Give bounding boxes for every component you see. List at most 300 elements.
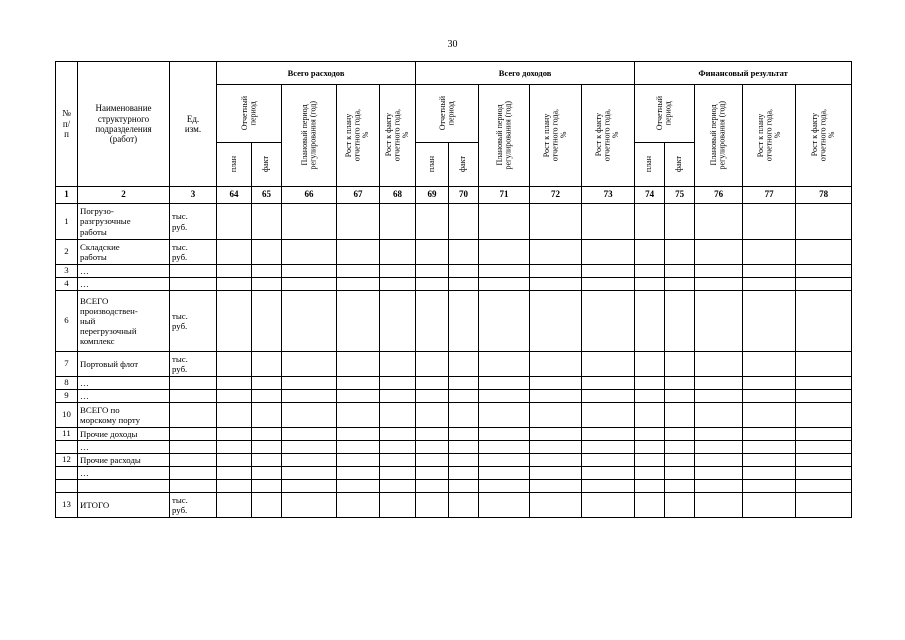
value-cell bbox=[743, 390, 796, 403]
value-cell bbox=[695, 403, 743, 428]
subheader-growth-plan: Рост к плану отчетного года, % bbox=[337, 85, 380, 187]
value-cell bbox=[530, 204, 582, 240]
row-number: 3 bbox=[56, 265, 78, 278]
row-number: 4 bbox=[56, 278, 78, 291]
value-cell bbox=[337, 204, 380, 240]
value-cell bbox=[530, 467, 582, 480]
value-cell bbox=[695, 377, 743, 390]
value-cell bbox=[217, 454, 252, 467]
value-cell bbox=[695, 428, 743, 441]
row-label bbox=[78, 480, 170, 493]
value-cell bbox=[282, 240, 337, 265]
subheader-reporting-period: Отчетный период bbox=[217, 85, 282, 143]
value-cell bbox=[530, 390, 582, 403]
value-cell bbox=[796, 493, 852, 518]
value-cell bbox=[665, 352, 695, 377]
value-cell bbox=[665, 291, 695, 352]
table-row bbox=[56, 377, 852, 390]
subheader-plan: план bbox=[217, 143, 252, 187]
value-cell bbox=[337, 377, 380, 390]
value-cell bbox=[665, 265, 695, 278]
value-cell bbox=[449, 467, 479, 480]
subheader-planned-period: Плановый период регулирования (год) bbox=[695, 85, 743, 187]
value-cell bbox=[282, 480, 337, 493]
value-cell bbox=[449, 428, 479, 441]
value-cell bbox=[380, 278, 416, 291]
value-cell bbox=[796, 352, 852, 377]
table-row bbox=[56, 493, 852, 518]
table-row bbox=[56, 403, 852, 428]
value-cell bbox=[337, 403, 380, 428]
row-number bbox=[56, 441, 78, 454]
row-unit: тыс. руб. bbox=[170, 291, 217, 352]
value-cell bbox=[635, 265, 665, 278]
header-row-groups bbox=[56, 62, 852, 85]
column-number-cell: 66 bbox=[282, 187, 337, 204]
group-header-income: Всего доходов bbox=[416, 62, 635, 85]
row-label: Складские работы bbox=[78, 240, 170, 265]
value-cell bbox=[416, 454, 449, 467]
value-cell bbox=[665, 493, 695, 518]
value-cell bbox=[635, 467, 665, 480]
value-cell bbox=[479, 204, 530, 240]
value-cell bbox=[282, 441, 337, 454]
value-cell bbox=[416, 428, 449, 441]
value-cell bbox=[743, 480, 796, 493]
value-cell bbox=[252, 265, 282, 278]
value-cell bbox=[665, 390, 695, 403]
subheader-growth-plan: Рост к плану отчетного года, % bbox=[743, 85, 796, 187]
column-number-row bbox=[56, 187, 852, 204]
value-cell bbox=[416, 377, 449, 390]
value-cell bbox=[743, 352, 796, 377]
value-cell bbox=[635, 291, 665, 352]
value-cell bbox=[796, 377, 852, 390]
value-cell bbox=[449, 291, 479, 352]
value-cell bbox=[530, 377, 582, 390]
value-cell bbox=[582, 204, 635, 240]
row-number bbox=[56, 467, 78, 480]
column-number-cell: 76 bbox=[695, 187, 743, 204]
col-header-unit: Ед. изм. bbox=[170, 62, 217, 187]
value-cell bbox=[449, 265, 479, 278]
value-cell bbox=[635, 204, 665, 240]
value-cell bbox=[449, 390, 479, 403]
value-cell bbox=[217, 377, 252, 390]
value-cell bbox=[282, 493, 337, 518]
value-cell bbox=[282, 467, 337, 480]
value-cell bbox=[530, 454, 582, 467]
value-cell bbox=[282, 352, 337, 377]
value-cell bbox=[695, 467, 743, 480]
value-cell bbox=[695, 265, 743, 278]
value-cell bbox=[479, 390, 530, 403]
value-cell bbox=[743, 493, 796, 518]
value-cell bbox=[582, 352, 635, 377]
column-number-cell: 69 bbox=[416, 187, 449, 204]
value-cell bbox=[582, 441, 635, 454]
value-cell bbox=[796, 204, 852, 240]
table-row bbox=[56, 291, 852, 352]
value-cell bbox=[479, 352, 530, 377]
value-cell bbox=[582, 291, 635, 352]
value-cell bbox=[695, 480, 743, 493]
value-cell bbox=[743, 377, 796, 390]
value-cell bbox=[635, 428, 665, 441]
value-cell bbox=[635, 493, 665, 518]
value-cell bbox=[530, 441, 582, 454]
column-number-cell: 71 bbox=[479, 187, 530, 204]
value-cell bbox=[252, 204, 282, 240]
value-cell bbox=[416, 441, 449, 454]
value-cell bbox=[665, 480, 695, 493]
value-cell bbox=[252, 278, 282, 291]
value-cell bbox=[380, 240, 416, 265]
column-number-cell: 70 bbox=[449, 187, 479, 204]
value-cell bbox=[582, 377, 635, 390]
subheader-growth-fact: Рост к факту отчетного года, % bbox=[582, 85, 635, 187]
value-cell bbox=[582, 467, 635, 480]
value-cell bbox=[582, 493, 635, 518]
value-cell bbox=[217, 265, 252, 278]
value-cell bbox=[380, 204, 416, 240]
value-cell bbox=[695, 454, 743, 467]
column-number-cell: 75 bbox=[665, 187, 695, 204]
row-label: … bbox=[78, 377, 170, 390]
value-cell bbox=[380, 480, 416, 493]
row-unit bbox=[170, 278, 217, 291]
row-unit bbox=[170, 454, 217, 467]
subheader-planned-period: Плановый период регулирования (год) bbox=[282, 85, 337, 187]
column-number-cell: 2 bbox=[78, 187, 170, 204]
col-header-name: Наименование структурного подразделения (работ) bbox=[78, 62, 170, 187]
value-cell bbox=[252, 390, 282, 403]
row-unit: тыс. руб. bbox=[170, 493, 217, 518]
row-label: … bbox=[78, 467, 170, 480]
value-cell bbox=[530, 493, 582, 518]
row-unit bbox=[170, 467, 217, 480]
value-cell bbox=[337, 278, 380, 291]
value-cell bbox=[635, 454, 665, 467]
value-cell bbox=[530, 352, 582, 377]
value-cell bbox=[743, 265, 796, 278]
value-cell bbox=[449, 204, 479, 240]
value-cell bbox=[416, 480, 449, 493]
subheader-fact: факт bbox=[252, 143, 282, 187]
value-cell bbox=[217, 352, 252, 377]
value-cell bbox=[449, 403, 479, 428]
row-number: 8 bbox=[56, 377, 78, 390]
value-cell bbox=[449, 493, 479, 518]
value-cell bbox=[217, 390, 252, 403]
row-number: 2 bbox=[56, 240, 78, 265]
value-cell bbox=[380, 291, 416, 352]
value-cell bbox=[252, 291, 282, 352]
row-label: ВСЕГО по морскому порту bbox=[78, 403, 170, 428]
value-cell bbox=[337, 480, 380, 493]
table-row bbox=[56, 480, 852, 493]
value-cell bbox=[337, 291, 380, 352]
value-cell bbox=[380, 265, 416, 278]
value-cell bbox=[796, 240, 852, 265]
value-cell bbox=[449, 352, 479, 377]
value-cell bbox=[695, 278, 743, 291]
col-header-number: № п/ п bbox=[56, 62, 78, 187]
value-cell bbox=[530, 480, 582, 493]
value-cell bbox=[743, 441, 796, 454]
value-cell bbox=[337, 265, 380, 278]
value-cell bbox=[635, 441, 665, 454]
column-number-cell: 73 bbox=[582, 187, 635, 204]
value-cell bbox=[479, 441, 530, 454]
value-cell bbox=[796, 291, 852, 352]
table-row bbox=[56, 467, 852, 480]
value-cell bbox=[695, 352, 743, 377]
row-number: 11 bbox=[56, 428, 78, 441]
value-cell bbox=[217, 291, 252, 352]
value-cell bbox=[743, 467, 796, 480]
value-cell bbox=[695, 204, 743, 240]
row-unit bbox=[170, 441, 217, 454]
value-cell bbox=[217, 480, 252, 493]
value-cell bbox=[282, 265, 337, 278]
value-cell bbox=[796, 390, 852, 403]
value-cell bbox=[252, 480, 282, 493]
value-cell bbox=[380, 403, 416, 428]
value-cell bbox=[582, 265, 635, 278]
value-cell bbox=[416, 352, 449, 377]
subheader-growth-fact: Рост к факту отчетного года, % bbox=[380, 85, 416, 187]
value-cell bbox=[217, 403, 252, 428]
value-cell bbox=[282, 403, 337, 428]
value-cell bbox=[665, 403, 695, 428]
value-cell bbox=[252, 428, 282, 441]
table-row bbox=[56, 265, 852, 278]
row-unit bbox=[170, 265, 217, 278]
value-cell bbox=[530, 403, 582, 428]
row-unit: тыс. руб. bbox=[170, 204, 217, 240]
value-cell bbox=[635, 240, 665, 265]
row-number: 9 bbox=[56, 390, 78, 403]
value-cell bbox=[665, 240, 695, 265]
subheader-planned-period: Плановый период регулирования (год) bbox=[479, 85, 530, 187]
value-cell bbox=[449, 377, 479, 390]
value-cell bbox=[337, 467, 380, 480]
value-cell bbox=[743, 428, 796, 441]
table-row bbox=[56, 441, 852, 454]
subheader-fact: факт bbox=[665, 143, 695, 187]
table-row bbox=[56, 428, 852, 441]
row-label: Прочие расходы bbox=[78, 454, 170, 467]
value-cell bbox=[217, 240, 252, 265]
value-cell bbox=[695, 441, 743, 454]
value-cell bbox=[282, 390, 337, 403]
value-cell bbox=[479, 428, 530, 441]
table-row bbox=[56, 390, 852, 403]
row-label: … bbox=[78, 441, 170, 454]
value-cell bbox=[695, 240, 743, 265]
value-cell bbox=[665, 278, 695, 291]
row-unit: тыс. руб. bbox=[170, 240, 217, 265]
column-number-cell: 78 bbox=[796, 187, 852, 204]
value-cell bbox=[416, 204, 449, 240]
row-label: Портовый флот bbox=[78, 352, 170, 377]
column-number-cell: 72 bbox=[530, 187, 582, 204]
page-number: 30 bbox=[447, 39, 458, 50]
column-number-cell: 65 bbox=[252, 187, 282, 204]
value-cell bbox=[796, 441, 852, 454]
value-cell bbox=[479, 291, 530, 352]
row-number: 6 bbox=[56, 291, 78, 352]
value-cell bbox=[796, 403, 852, 428]
value-cell bbox=[380, 441, 416, 454]
value-cell bbox=[282, 454, 337, 467]
value-cell bbox=[530, 291, 582, 352]
column-number-cell: 67 bbox=[337, 187, 380, 204]
group-header-expenses: Всего расходов bbox=[217, 62, 416, 85]
value-cell bbox=[416, 493, 449, 518]
value-cell bbox=[416, 278, 449, 291]
value-cell bbox=[252, 454, 282, 467]
column-number-cell: 3 bbox=[170, 187, 217, 204]
subheader-plan: план bbox=[635, 143, 665, 187]
value-cell bbox=[282, 377, 337, 390]
value-cell bbox=[665, 467, 695, 480]
subheader-fact: факт bbox=[449, 143, 479, 187]
value-cell bbox=[380, 390, 416, 403]
value-cell bbox=[635, 377, 665, 390]
value-cell bbox=[635, 352, 665, 377]
value-cell bbox=[217, 204, 252, 240]
value-cell bbox=[796, 265, 852, 278]
value-cell bbox=[479, 240, 530, 265]
value-cell bbox=[380, 428, 416, 441]
value-cell bbox=[635, 480, 665, 493]
value-cell bbox=[582, 403, 635, 428]
value-cell bbox=[380, 493, 416, 518]
value-cell bbox=[796, 454, 852, 467]
value-cell bbox=[337, 352, 380, 377]
value-cell bbox=[695, 291, 743, 352]
column-number-cell: 1 bbox=[56, 187, 78, 204]
value-cell bbox=[479, 265, 530, 278]
value-cell bbox=[449, 480, 479, 493]
value-cell bbox=[449, 441, 479, 454]
value-cell bbox=[635, 390, 665, 403]
value-cell bbox=[282, 204, 337, 240]
column-number-cell: 64 bbox=[217, 187, 252, 204]
value-cell bbox=[479, 377, 530, 390]
value-cell bbox=[416, 291, 449, 352]
value-cell bbox=[479, 467, 530, 480]
row-label: ИТОГО bbox=[78, 493, 170, 518]
value-cell bbox=[743, 278, 796, 291]
table-row bbox=[56, 454, 852, 467]
value-cell bbox=[416, 467, 449, 480]
value-cell bbox=[635, 278, 665, 291]
value-cell bbox=[380, 467, 416, 480]
row-label: … bbox=[78, 390, 170, 403]
value-cell bbox=[582, 240, 635, 265]
value-cell bbox=[416, 403, 449, 428]
value-cell bbox=[582, 428, 635, 441]
row-number: 12 bbox=[56, 454, 78, 467]
row-label: Погрузо- разгрузочные работы bbox=[78, 204, 170, 240]
value-cell bbox=[282, 291, 337, 352]
value-cell bbox=[665, 204, 695, 240]
value-cell bbox=[337, 428, 380, 441]
value-cell bbox=[743, 454, 796, 467]
column-number-cell: 74 bbox=[635, 187, 665, 204]
column-number-cell: 77 bbox=[743, 187, 796, 204]
value-cell bbox=[479, 480, 530, 493]
value-cell bbox=[416, 390, 449, 403]
value-cell bbox=[582, 454, 635, 467]
subheader-growth-fact: Рост к факту отчетного года, % bbox=[796, 85, 852, 187]
value-cell bbox=[337, 454, 380, 467]
value-cell bbox=[743, 403, 796, 428]
subheader-growth-plan: Рост к плану отчетного года, % bbox=[530, 85, 582, 187]
column-number-cell: 68 bbox=[380, 187, 416, 204]
row-label: ВСЕГО производствен- ный перегрузочный комплекс bbox=[78, 291, 170, 352]
value-cell bbox=[582, 278, 635, 291]
value-cell bbox=[479, 403, 530, 428]
value-cell bbox=[665, 454, 695, 467]
row-number: 10 bbox=[56, 403, 78, 428]
value-cell bbox=[217, 467, 252, 480]
value-cell bbox=[479, 278, 530, 291]
value-cell bbox=[665, 428, 695, 441]
value-cell bbox=[665, 377, 695, 390]
value-cell bbox=[380, 352, 416, 377]
value-cell bbox=[635, 403, 665, 428]
value-cell bbox=[530, 278, 582, 291]
subheader-reporting-period: Отчетный период bbox=[635, 85, 695, 143]
value-cell bbox=[282, 428, 337, 441]
value-cell bbox=[337, 441, 380, 454]
value-cell bbox=[252, 441, 282, 454]
value-cell bbox=[282, 278, 337, 291]
value-cell bbox=[449, 454, 479, 467]
value-cell bbox=[582, 390, 635, 403]
value-cell bbox=[217, 278, 252, 291]
value-cell bbox=[416, 240, 449, 265]
table-row bbox=[56, 278, 852, 291]
row-number: 13 bbox=[56, 493, 78, 518]
value-cell bbox=[217, 441, 252, 454]
value-cell bbox=[530, 265, 582, 278]
row-number: 1 bbox=[56, 204, 78, 240]
value-cell bbox=[380, 454, 416, 467]
row-label: … bbox=[78, 265, 170, 278]
value-cell bbox=[695, 390, 743, 403]
table-row bbox=[56, 204, 852, 240]
row-label: … bbox=[78, 278, 170, 291]
value-cell bbox=[743, 240, 796, 265]
value-cell bbox=[449, 278, 479, 291]
row-unit bbox=[170, 377, 217, 390]
row-unit bbox=[170, 403, 217, 428]
value-cell bbox=[796, 480, 852, 493]
value-cell bbox=[416, 265, 449, 278]
subheader-reporting-period: Отчетный период bbox=[416, 85, 479, 143]
value-cell bbox=[337, 240, 380, 265]
value-cell bbox=[530, 240, 582, 265]
value-cell bbox=[743, 291, 796, 352]
value-cell bbox=[479, 454, 530, 467]
value-cell bbox=[380, 377, 416, 390]
value-cell bbox=[582, 480, 635, 493]
